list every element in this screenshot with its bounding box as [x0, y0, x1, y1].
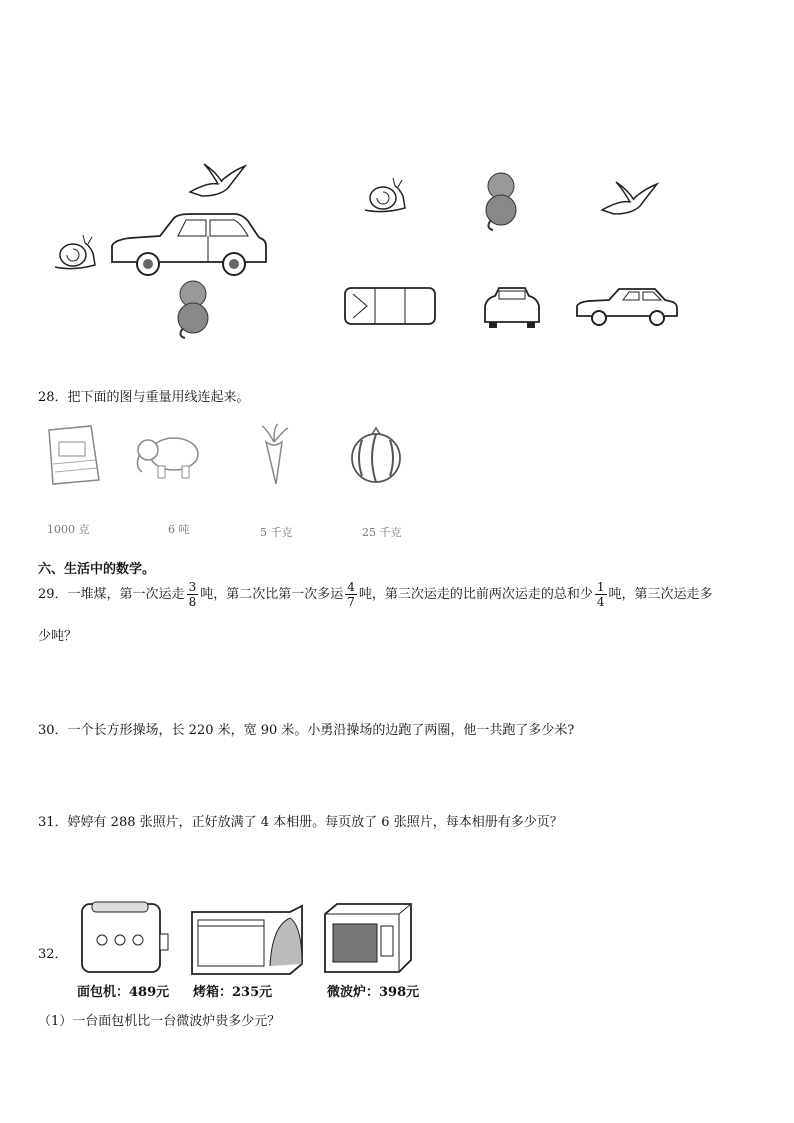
monkey-icon	[486, 173, 516, 230]
weight-label: 1000 克	[47, 523, 90, 536]
fraction-numerator: 3	[188, 580, 197, 594]
appliance-pictures	[75, 896, 420, 976]
snail-icon	[365, 178, 405, 212]
car-top-icon	[345, 288, 435, 324]
q28-text: 把下面的图与重量用线连起来。	[67, 390, 250, 405]
fraction-denominator: 7	[347, 595, 355, 609]
microwave-icon	[325, 904, 411, 972]
q28-line	[38, 386, 250, 405]
car-side-icon	[577, 289, 677, 325]
fraction-numerator: 1	[596, 580, 605, 594]
watermelon-icon	[352, 428, 400, 482]
weight-label: 5 千克	[260, 526, 293, 539]
flour-bag-icon	[49, 426, 99, 484]
q29-line	[38, 580, 713, 610]
fraction-numerator: 4	[347, 580, 355, 594]
q28-pictures	[38, 420, 418, 490]
q29-text: 吨，第二次比第一次多运	[200, 587, 344, 602]
car-side-icon	[112, 214, 266, 275]
carrot-icon	[262, 424, 288, 484]
fraction-denominator: 4	[596, 595, 605, 609]
bird-icon	[602, 182, 657, 214]
q30-text: 一个长方形操场，长 220 米，宽 90 米。小勇沿操场的边跑了两圈，他一共跑了多少米?	[67, 723, 575, 738]
q31-text: 婷婷有 288 张照片，正好放满了 4 本相册。每页放了 6 张照片，每本相册有多少页？	[67, 815, 563, 830]
q32-number: 32．	[38, 947, 68, 962]
q29-text: 吨，第三次运走多	[608, 587, 713, 602]
weight-label: 25 千克	[362, 526, 402, 539]
oven-icon	[192, 906, 302, 974]
price-label: 烤箱：235元	[193, 985, 273, 1000]
q31-number: 31．	[38, 815, 68, 830]
section-title: 六、生活中的数学。	[38, 562, 156, 577]
q31-line	[38, 811, 563, 830]
price-label: 微波炉：398元	[327, 985, 420, 1000]
monkey-icon	[178, 281, 208, 338]
q30-line	[38, 719, 574, 738]
q29-number: 29．	[38, 587, 68, 602]
weight-label: 6 吨	[168, 523, 190, 536]
price-label: 面包机：489元	[77, 985, 170, 1000]
fraction-denominator: 8	[188, 595, 197, 609]
observation-picture	[35, 140, 680, 340]
q29-text: 一堆煤，第一次运走	[67, 587, 185, 602]
q28-number: 28．	[38, 390, 68, 405]
fraction	[595, 581, 607, 608]
elephant-icon	[137, 438, 198, 478]
q29-line2: 少吨？	[38, 629, 78, 644]
fraction	[187, 581, 199, 608]
snail-icon	[55, 235, 95, 269]
q29-text: 吨，第三次运走的比前两次运走的总和少	[358, 587, 593, 602]
q30-number: 30．	[38, 723, 68, 738]
toaster-icon	[82, 902, 168, 972]
fraction	[345, 581, 357, 608]
bird-icon	[190, 164, 245, 196]
car-front-icon	[485, 288, 539, 328]
q32-sub1: （1）一台面包机比一台微波炉贵多少元？	[38, 1014, 281, 1029]
